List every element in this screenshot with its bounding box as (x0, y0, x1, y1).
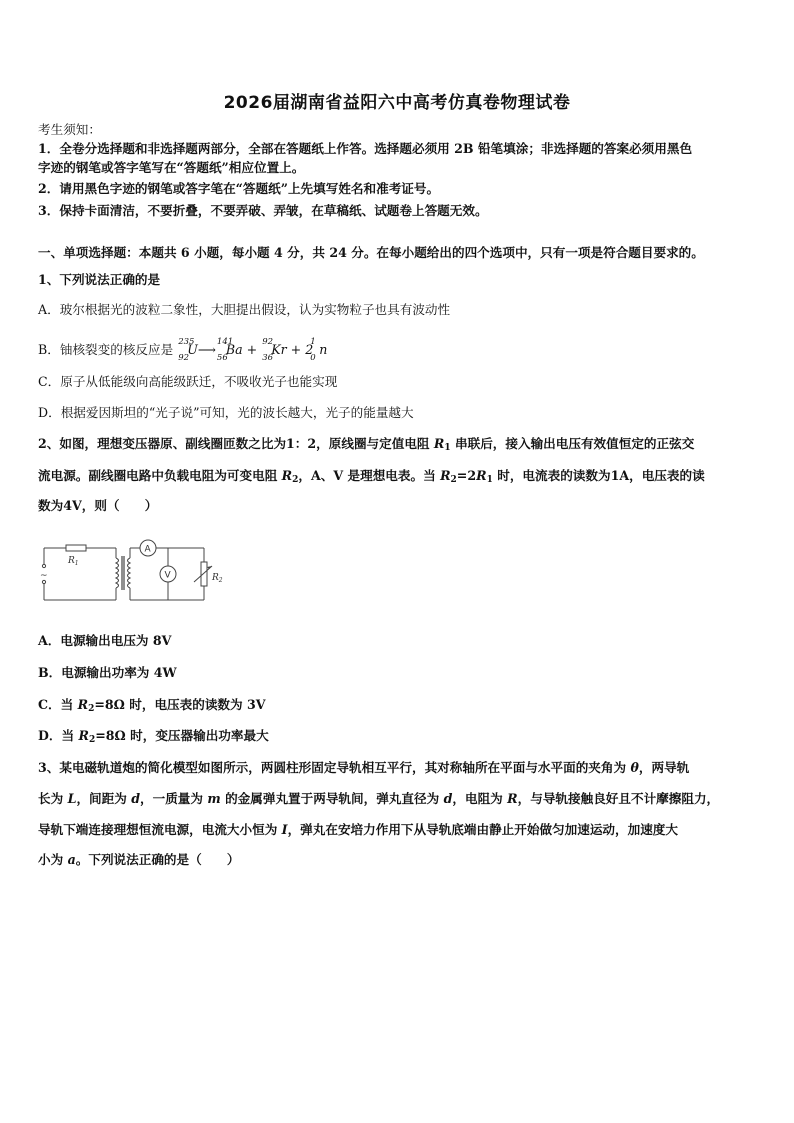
q3-stem-line4: 小为 a。下列说法正确的是（ ） (38, 852, 240, 867)
voltmeter-label: V (164, 570, 171, 581)
notice-heading: 考生须知： (38, 122, 101, 137)
r2-variable-resistor (201, 562, 207, 586)
notice-item-1: 1．全卷分选择题和非选择题两部分，全部在答题纸上作答。选择题必须用 2B 铅笔填涂；非选择题的答案必须用黑色 (38, 141, 693, 156)
uranium-nuclide: 235 92 U (178, 337, 198, 363)
page-title: 2026届湖南省益阳六中高考仿真卷物理试卷 (223, 93, 571, 113)
q1-option-b-text: B．铀核裂变的核反应是 (38, 342, 174, 357)
r1-resistor (66, 545, 86, 551)
ammeter-label: A (144, 544, 151, 555)
reaction-arrow: ⟶ (197, 342, 216, 357)
transformer-circuit-diagram (38, 536, 228, 608)
q2-option-d: D．当 $R_2=8\Omega$ 时，变压器输出功率最大 (38, 728, 269, 745)
notice-item-3: 3．保持卡面清洁，不要折叠，不要弄破、弄皱，在草稿纸、试题卷上答题无效。 (38, 203, 488, 218)
q3-stem-line3: 导轨下端连接理想恒流电源，电流大小恒为 I，弹丸在安培力作用下从导轨底端由静止开始做匀加速运动，加速度大 (38, 822, 678, 837)
notice-item-2: 2．请用黑色字迹的钢笔或答字笔在“答题纸”上先填写姓名和准考证号。 (38, 181, 440, 196)
krypton-nuclide: 92 36 Kr (262, 337, 287, 363)
nuclear-reaction-formula: 235 92 U⟶ 141 56 Ba + 92 36 Kr + 2 1 0 n (178, 337, 328, 363)
q2-stem-line2: 流电源。副线圈电路中负载电阻为可变电阻 $R_2$，A、V 是理想电表。当 $R_2=2R_1$ 时，电流表的读数为1A，电压表的读 (38, 468, 705, 485)
neutron: 1 0 n (310, 337, 328, 363)
q2-stem-line1: 2、如图，理想变压器原、副线圈匝数之比为1：2，原线圈与定值电阻 $R_1$ 串联后，接入输出电压有效值恒定的正弦交 (38, 436, 695, 453)
q1-option-a: A．玻尔根据光的波粒二象性，大胆提出假设，认为实物粒子也具有波动性 (38, 302, 451, 317)
barium-nuclide: 141 56 Ba (216, 337, 243, 363)
q3-stem-line1: 3、某电磁轨道炮的简化模型如图所示，两圆柱形固定导轨相互平行，其对称轴所在平面与水平面的夹角为 θ，两导轨 (38, 760, 690, 775)
q2-stem-line3: 数为4V，则（ ） (38, 498, 158, 513)
q1-option-c: C．原子从低能级向高能级跃迁，不吸收光子也能实现 (38, 374, 338, 389)
q1-stem: 1、下列说法正确的是 (38, 272, 161, 287)
q1-option-d: D．根据爱因斯坦的“光子说”可知，光的波长越大，光子的能量越大 (38, 405, 414, 420)
source-terminal-top (42, 564, 45, 567)
q2-option-a: A．电源输出电压为 8V (38, 633, 172, 648)
q1-option-b (38, 337, 758, 363)
r1-label: $R_1$ (68, 556, 79, 567)
notice-item-1-cont: 字迹的钢笔或答字笔写在“答题纸”相应位置上。 (38, 160, 305, 175)
q2-option-c: C．当 $R_2=8\Omega$ 时，电压表的读数为 3V (38, 697, 266, 714)
q3-stem-line2: 长为 L，间距为 d，一质量为 m 的金属弹丸置于两导轨间，弹丸直径为 d，电阻为 R，与导轨接触良好且不计摩擦阻力， (38, 791, 720, 806)
q2-option-b: B．电源输出功率为 4W (38, 665, 177, 680)
r2-label: $R_2$ (212, 573, 223, 584)
section-heading: 一、单项选择题：本题共 6 小题，每小题 4 分，共 24 分。在每小题给出的四个选项中，只有一项是符合题目要求的。 (38, 245, 704, 260)
ac-source-symbol: ~ (40, 571, 48, 581)
